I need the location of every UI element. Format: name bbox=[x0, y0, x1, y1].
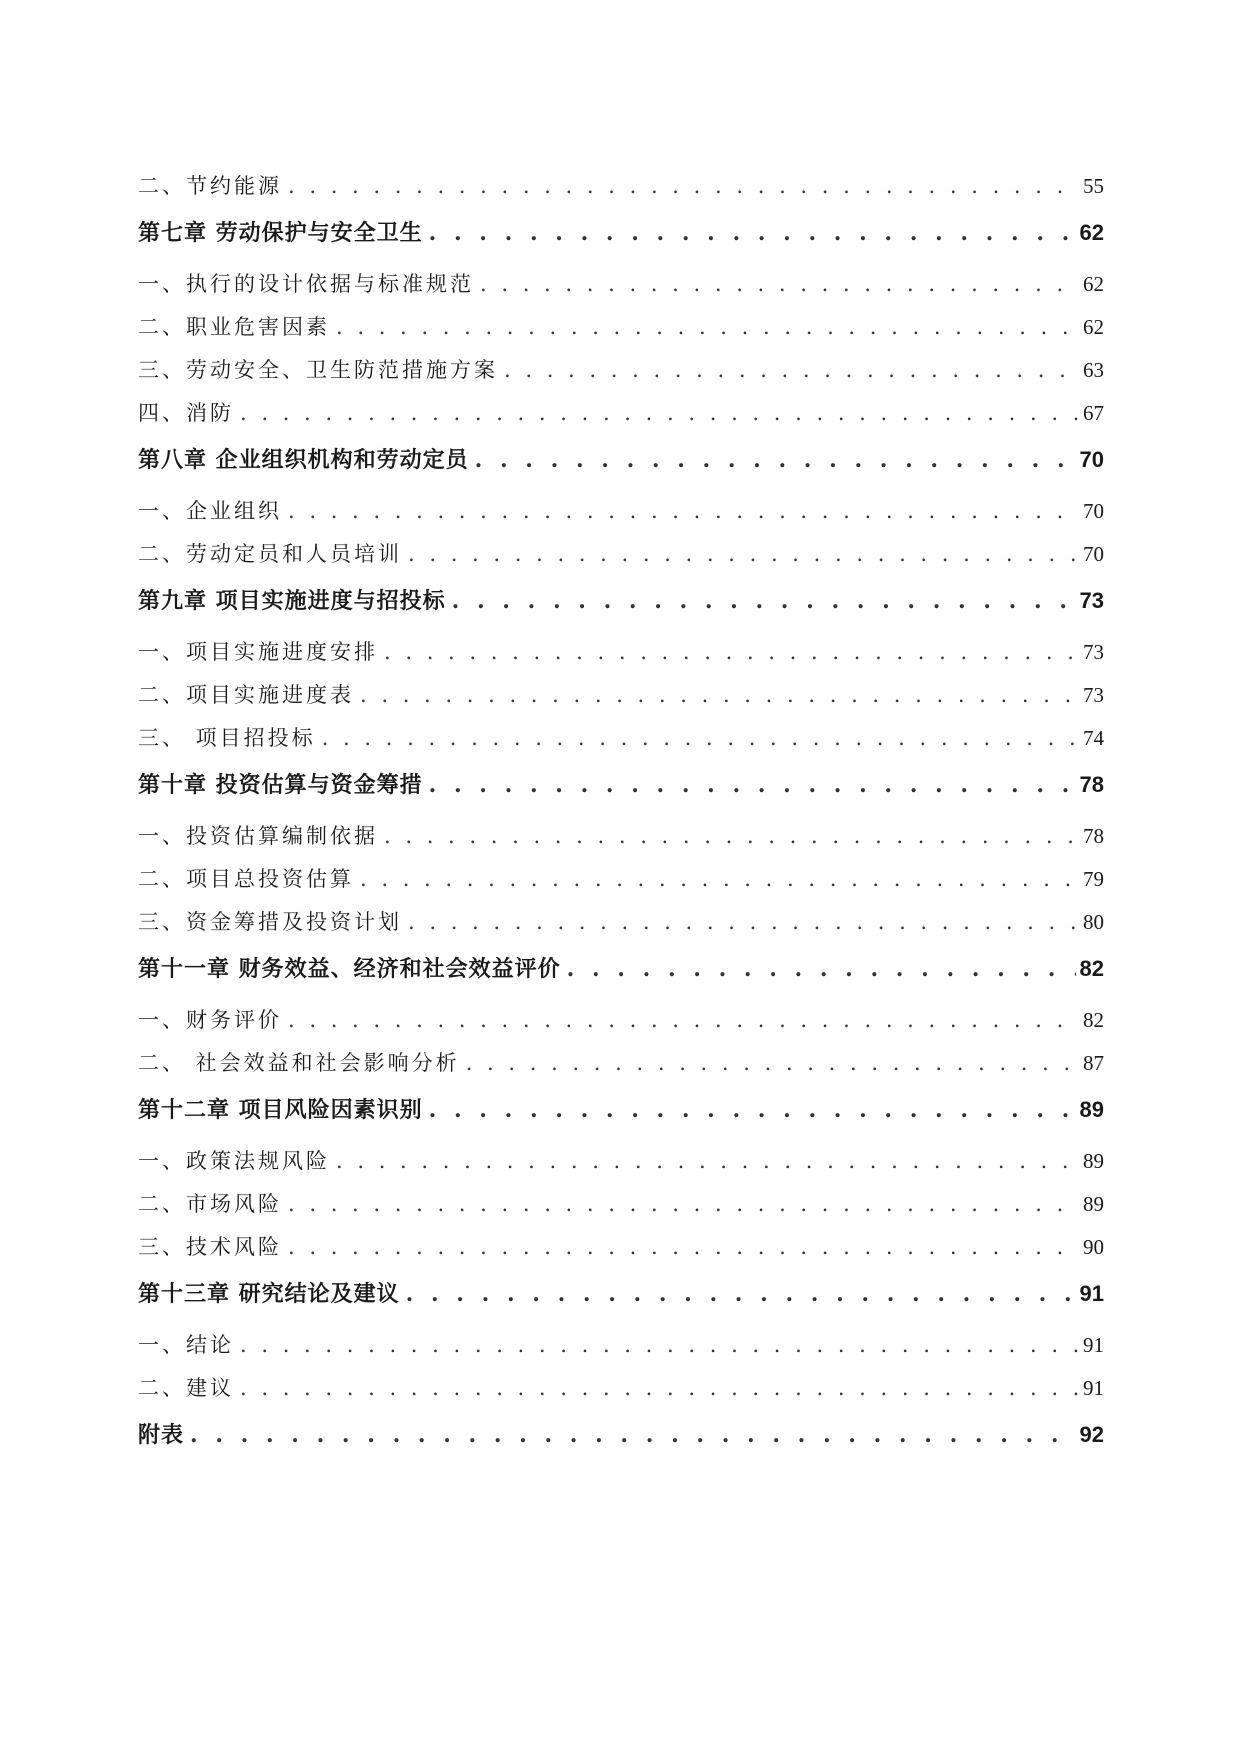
toc-dot-leader bbox=[429, 1089, 1076, 1132]
toc-entry-title: 第十章 投资估算与资金筹措 bbox=[138, 772, 423, 798]
toc-section-entry[interactable] bbox=[138, 533, 1104, 576]
toc-dot-leader bbox=[567, 948, 1076, 991]
toc-page-number: 70 bbox=[1083, 542, 1104, 566]
toc-dot-leader bbox=[288, 165, 1079, 208]
toc-dot-leader bbox=[466, 1042, 1079, 1085]
toc-chapter-entry[interactable] bbox=[138, 211, 1104, 254]
toc-page-number: 67 bbox=[1083, 401, 1104, 425]
toc-dot-leader bbox=[288, 1226, 1079, 1269]
toc-dot-leader bbox=[288, 1183, 1079, 1226]
toc-entry-title: 第七章 劳动保护与安全卫生 bbox=[138, 220, 423, 246]
toc-section-entry[interactable] bbox=[138, 1183, 1104, 1226]
toc-dot-leader bbox=[452, 580, 1076, 623]
toc-chapter-entry[interactable] bbox=[138, 763, 1104, 806]
toc-section-entry[interactable] bbox=[138, 1140, 1104, 1183]
toc-page-number: 74 bbox=[1083, 726, 1104, 750]
toc-chapter-entry[interactable] bbox=[138, 1272, 1104, 1315]
toc-entry-title: 二、节约能源 bbox=[138, 174, 282, 198]
toc-section-entry[interactable] bbox=[138, 901, 1104, 944]
toc-entry-title: 二、项目实施进度表 bbox=[138, 683, 354, 707]
toc-section-entry[interactable] bbox=[138, 631, 1104, 674]
toc-section-entry[interactable] bbox=[138, 674, 1104, 717]
toc-section-entry[interactable] bbox=[138, 263, 1104, 306]
toc-dot-leader bbox=[240, 1324, 1079, 1367]
toc-dot-leader bbox=[480, 263, 1079, 306]
toc-page-number: 89 bbox=[1083, 1192, 1104, 1216]
toc-section-entry[interactable] bbox=[138, 1226, 1104, 1269]
toc-page-number: 92 bbox=[1079, 1422, 1104, 1447]
toc-dot-leader bbox=[336, 1140, 1079, 1183]
toc-dot-leader bbox=[504, 349, 1079, 392]
toc-entry-title: 三、资金筹措及投资计划 bbox=[138, 910, 402, 934]
toc-page-number: 80 bbox=[1083, 910, 1104, 934]
toc-chapter-entry[interactable] bbox=[138, 438, 1104, 481]
toc-chapter-entry[interactable] bbox=[138, 1413, 1104, 1456]
toc-section-entry[interactable] bbox=[138, 999, 1104, 1042]
toc-page-number: 79 bbox=[1083, 867, 1104, 891]
toc-page-number: 62 bbox=[1079, 220, 1104, 245]
toc-entry-title: 二、项目总投资估算 bbox=[138, 867, 354, 891]
toc-page-number: 87 bbox=[1083, 1051, 1104, 1075]
toc-page-number: 78 bbox=[1079, 772, 1104, 797]
toc-section-entry[interactable] bbox=[138, 1042, 1104, 1085]
toc-dot-leader bbox=[429, 212, 1076, 255]
toc-entry-title: 一、企业组织 bbox=[138, 499, 282, 523]
toc-page-number: 82 bbox=[1079, 956, 1104, 981]
toc-entry-title: 二、 社会效益和社会影响分析 bbox=[138, 1051, 460, 1075]
toc-chapter-entry[interactable] bbox=[138, 579, 1104, 622]
toc-section-entry[interactable] bbox=[138, 306, 1104, 349]
toc-dot-leader bbox=[475, 439, 1076, 482]
toc-entry-title: 三、 项目招投标 bbox=[138, 726, 316, 750]
toc-entry-title: 一、项目实施进度安排 bbox=[138, 640, 378, 664]
toc-dot-leader bbox=[240, 1367, 1079, 1410]
toc-section-entry[interactable] bbox=[138, 815, 1104, 858]
toc-dot-leader bbox=[406, 1273, 1076, 1316]
toc-entry-title: 第八章 企业组织机构和劳动定员 bbox=[138, 447, 469, 473]
toc-dot-leader bbox=[360, 674, 1079, 717]
toc-entry-title: 一、政策法规风险 bbox=[138, 1149, 330, 1173]
toc-page-number: 63 bbox=[1083, 358, 1104, 382]
toc-dot-leader bbox=[360, 858, 1079, 901]
toc-section-entry[interactable] bbox=[138, 490, 1104, 533]
toc-dot-leader bbox=[336, 306, 1079, 349]
toc-page-number: 78 bbox=[1083, 824, 1104, 848]
toc-page-number: 89 bbox=[1083, 1149, 1104, 1173]
toc-dot-leader bbox=[240, 392, 1079, 435]
toc-page-number: 73 bbox=[1079, 588, 1104, 613]
toc-entry-title: 一、执行的设计依据与标准规范 bbox=[138, 272, 474, 296]
toc-page-number: 90 bbox=[1083, 1235, 1104, 1259]
toc-entry-title: 第十一章 财务效益、经济和社会效益评价 bbox=[138, 956, 561, 982]
toc-page-number: 91 bbox=[1083, 1333, 1104, 1357]
toc-entry-title: 一、财务评价 bbox=[138, 1008, 282, 1032]
toc-dot-leader bbox=[288, 490, 1079, 533]
toc-entry-title: 一、结论 bbox=[138, 1333, 234, 1357]
toc-page-number: 73 bbox=[1083, 640, 1104, 664]
toc-entry-title: 一、投资估算编制依据 bbox=[138, 824, 378, 848]
toc-page-number: 91 bbox=[1083, 1376, 1104, 1400]
toc-section-entry[interactable] bbox=[138, 1324, 1104, 1367]
toc-dot-leader bbox=[429, 764, 1076, 807]
toc-entry-title: 二、市场风险 bbox=[138, 1192, 282, 1216]
toc-page-number: 91 bbox=[1079, 1281, 1104, 1306]
toc-dot-leader bbox=[384, 815, 1079, 858]
toc-dot-leader bbox=[408, 533, 1079, 576]
toc-entry-title: 第十二章 项目风险因素识别 bbox=[138, 1097, 423, 1123]
toc-entry-title: 四、消防 bbox=[138, 401, 234, 425]
toc-entry-title: 二、劳动定员和人员培训 bbox=[138, 542, 402, 566]
toc-dot-leader bbox=[288, 999, 1079, 1042]
toc-dot-leader bbox=[384, 631, 1079, 674]
toc-entry-title: 二、建议 bbox=[138, 1376, 234, 1400]
toc-chapter-entry[interactable] bbox=[138, 947, 1104, 990]
toc-page-number: 70 bbox=[1079, 447, 1104, 472]
table-of-contents bbox=[138, 165, 1104, 1465]
toc-section-entry[interactable] bbox=[138, 717, 1104, 760]
toc-entry-title: 附表 bbox=[138, 1422, 185, 1448]
toc-chapter-entry[interactable] bbox=[138, 1088, 1104, 1131]
toc-page-number: 89 bbox=[1079, 1097, 1104, 1122]
toc-page-number: 82 bbox=[1083, 1008, 1104, 1032]
toc-section-entry[interactable] bbox=[138, 165, 1104, 208]
toc-page-number: 70 bbox=[1083, 499, 1104, 523]
toc-entry-title: 三、劳动安全、卫生防范措施方案 bbox=[138, 358, 498, 382]
toc-entry-title: 三、技术风险 bbox=[138, 1235, 282, 1259]
toc-page-number: 62 bbox=[1083, 315, 1104, 339]
toc-dot-leader bbox=[322, 717, 1079, 760]
toc-page-number: 73 bbox=[1083, 683, 1104, 707]
toc-entry-title: 第九章 项目实施进度与招投标 bbox=[138, 588, 446, 614]
toc-dot-leader bbox=[408, 901, 1079, 944]
toc-entry-title: 第十三章 研究结论及建议 bbox=[138, 1281, 400, 1307]
toc-section-entry[interactable] bbox=[138, 392, 1104, 435]
toc-section-entry[interactable] bbox=[138, 858, 1104, 901]
toc-entry-title: 二、职业危害因素 bbox=[138, 315, 330, 339]
toc-dot-leader bbox=[190, 1414, 1076, 1457]
toc-section-entry[interactable] bbox=[138, 349, 1104, 392]
toc-page-number: 62 bbox=[1083, 272, 1104, 296]
toc-page-number: 55 bbox=[1083, 174, 1104, 198]
toc-section-entry[interactable] bbox=[138, 1367, 1104, 1410]
